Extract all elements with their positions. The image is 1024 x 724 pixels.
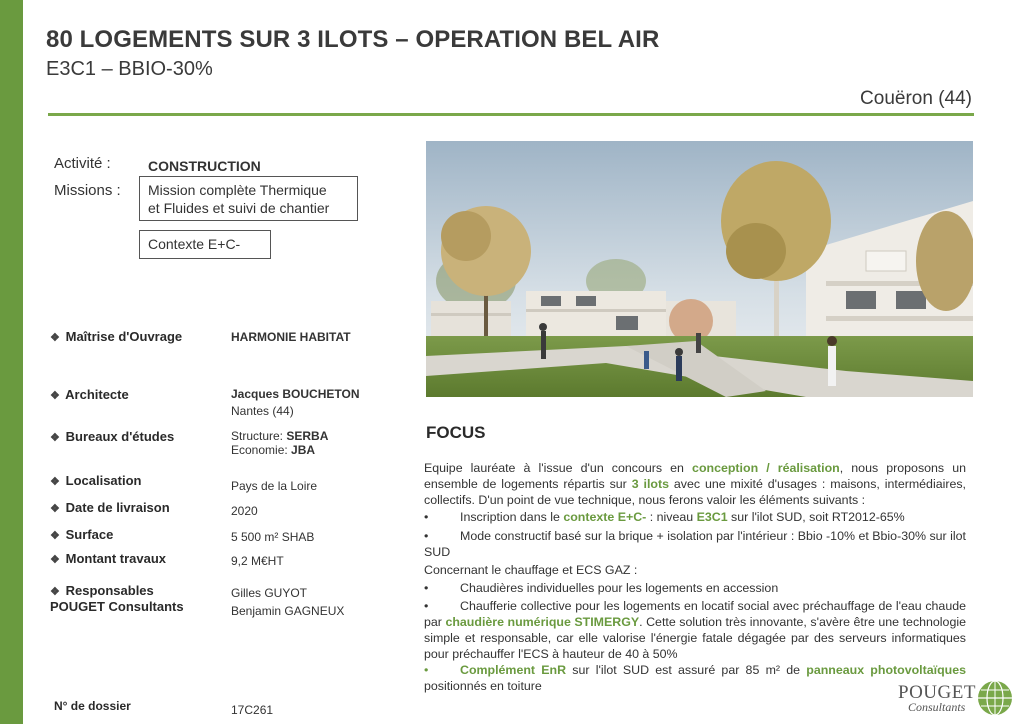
detail-value-responsable-1: Gilles GUYOT: [231, 586, 308, 600]
detail-value-livraison: 2020: [231, 504, 258, 518]
focus-intro-paragraph: Equipe lauréate à l'issue d'un concours en conception / réalisation, nous proposons un ensemble de logements répartis sur 3 ilots avec une mixité d'usages : maisons, intermédiaires, collectifs. D'un point de vue technique, nous ferons valoir les éléments suivants :: [424, 461, 966, 507]
activity-label: Activité :: [54, 155, 111, 172]
detail-label-livraison: ❖ Date de livraison: [50, 500, 170, 515]
left-accent-bar: [0, 0, 23, 724]
detail-label-montant: ❖ Montant travaux: [50, 551, 167, 566]
page-subtitle: E3C1 – BBIO-30%: [46, 58, 213, 80]
detail-value-montant: 9,2 M€HT: [231, 554, 284, 568]
dossier-label: N° de dossier: [54, 699, 131, 713]
focus-bullet-3: • Chaudières individuelles pour les logements en accession: [424, 581, 779, 595]
diamond-bullet-icon: ❖: [50, 530, 60, 542]
detail-value-economie: Economie: JBA: [231, 443, 316, 457]
detail-label-architecte: ❖ Architecte: [50, 387, 129, 402]
company-logo-name: POUGET: [898, 682, 976, 703]
missions-line-2: et Fluides et suivi de chantier: [148, 200, 330, 216]
missions-label: Missions :: [54, 182, 121, 199]
diamond-bullet-icon: ❖: [50, 432, 60, 444]
focus-bullet-1: • Inscription dans le contexte E+C- : niveau E3C1 sur l'ilot SUD, soit RT2012-65%: [424, 510, 905, 524]
diamond-bullet-icon: ❖: [50, 476, 60, 488]
company-logo-sub: Consultants: [908, 700, 966, 714]
detail-value-localisation: Pays de la Loire: [231, 479, 318, 493]
context-value: Contexte E+C-: [148, 236, 241, 252]
diamond-bullet-icon: ❖: [50, 390, 60, 402]
diamond-bullet-icon: ❖: [50, 586, 60, 598]
diamond-bullet-icon: ❖: [50, 503, 60, 515]
detail-value-responsable-2: Benjamin GAGNEUX: [231, 604, 345, 618]
detail-value-surface: 5 500 m² SHAB: [231, 530, 315, 544]
focus-bullet-4: • Chaufferie collective pour les logements en locatif social avec préchauffage de l'eau chaude par chaudière numérique STIMERGY. Cette solution très innovante, s'avère être une technologie simple et responsable, car elle valorise l'énergie fatale dégagée par des serveurs informatiques pour préchauffer l'ECS à hauteur de 40 à 50%: [424, 599, 966, 661]
context-box: [139, 230, 271, 259]
detail-label-localisation: ❖ Localisation: [50, 473, 142, 488]
detail-value-structure: Structure: SERBA: [231, 429, 329, 443]
globe-logo-icon: [976, 679, 1014, 717]
detail-label-surface: ❖ Surface: [50, 527, 114, 542]
detail-label-bureaux: ❖ Bureaux d'études: [50, 429, 175, 444]
missions-line-1: Mission complète Thermique: [148, 182, 327, 198]
detail-value-architecte: Jacques BOUCHETON: [231, 387, 360, 401]
city-label: Couëron (44): [860, 88, 972, 109]
focus-bullet-2: • Mode constructif basé sur la brique + isolation par l'intérieur : Bbio -10% et Bbio-30% sur ilot SUD: [424, 529, 966, 559]
header-divider: [48, 113, 974, 116]
page-title: 80 LOGEMENTS SUR 3 ILOTS – OPERATION BEL AIR: [46, 26, 660, 53]
diamond-bullet-icon: ❖: [50, 554, 60, 566]
focus-heading: FOCUS: [426, 423, 486, 442]
diamond-bullet-icon: ❖: [50, 332, 60, 344]
focus-heating-paragraph: Concernant le chauffage et ECS GAZ :: [424, 563, 638, 577]
detail-value-architecte-city: Nantes (44): [231, 404, 294, 418]
activity-value: CONSTRUCTION: [148, 158, 261, 174]
dossier-value: 17C261: [231, 703, 274, 717]
focus-bullet-5: • Complément EnR sur l'ilot SUD est assuré par 85 m² de panneaux photovoltaïques positionnés en toiture: [424, 663, 966, 693]
detail-label-maitrise: ❖ Maîtrise d'Ouvrage: [50, 329, 183, 344]
detail-label-responsables: ❖ Responsables: [50, 583, 154, 598]
missions-box: [139, 176, 358, 221]
detail-value-maitrise: HARMONIE HABITAT: [231, 330, 351, 344]
project-rendering-image: [426, 141, 973, 397]
detail-label-responsables-company: POUGET Consultants: [50, 599, 184, 614]
